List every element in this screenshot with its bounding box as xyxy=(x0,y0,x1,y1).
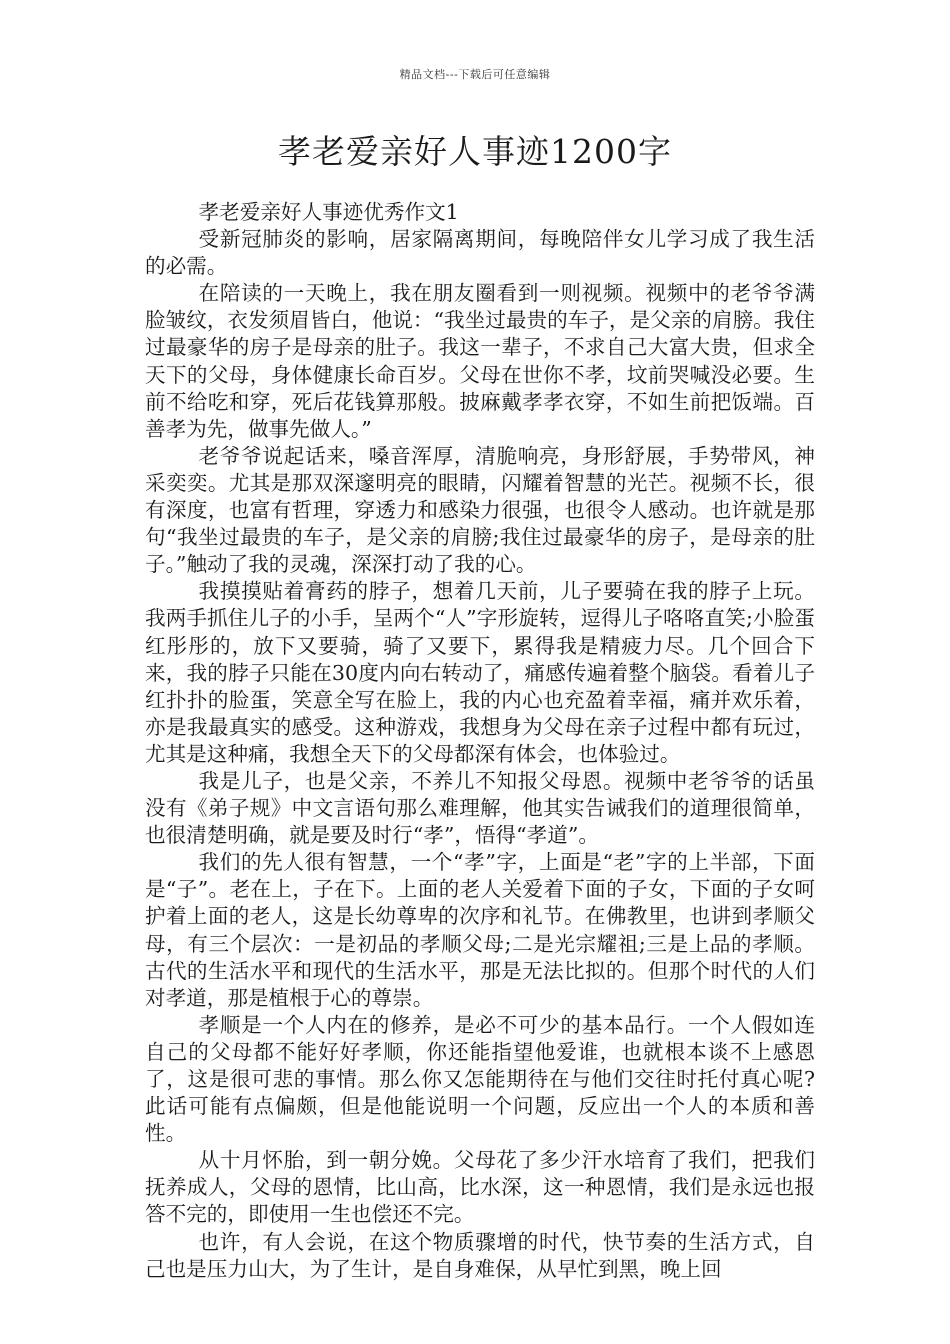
paragraph: 老爷爷说起话来，嗓音浑厚，清脆响亮，身形舒展，手势带风，神采奕奕。尤其是那双深邃明亮的眼睛，闪耀着智慧的光芒。视频不长，很有深度，也富有哲理，穿透力和感染力很强，也很令人感动。也许就是那句“我坐过最贵的车子，是父亲的肩膀;我住过最豪华的房子，是母亲的肚子。”触动了我的灵魂，深深打动了我的心。 xyxy=(145,443,815,577)
paragraph: 我是儿子，也是父亲，不养儿不知报父母恩。视频中老爷爷的话虽没有《弟子规》中文言语句那么难理解，他其实告诫我们的道理很简单，也很清楚明确，就是要及时行“孝”，悟得“孝道”。 xyxy=(145,768,815,848)
document-title: 孝老爱亲好人事迹1200字 xyxy=(278,132,672,171)
paragraph: 受新冠肺炎的影响，居家隔离期间，每晚陪伴女儿学习成了我生活的必需。 xyxy=(145,227,815,279)
document-body xyxy=(145,199,815,1283)
paragraph: 从十月怀胎，到一朝分娩。父母花了多少汗水培育了我们，把我们抚养成人，父母的恩情，比山高，比水深，这一种恩情，我们是永远也报答不完的，即使用一生也偿还不完。 xyxy=(145,1148,815,1227)
header-note: 精品文档---下载后可任意编辑 xyxy=(399,68,551,81)
paragraph: 孝顺是一个人内在的修养，是必不可少的基本品行。一个人假如连自己的父母都不能好好孝顺，你还能指望他爱谁，也就根本谈不上感恩了，这是很可悲的事情。那么你又怎能期待在与他们交往时托付真心呢?此话可能有点偏颇，但是他能说明一个问题，反应出一个人的本质和善性。 xyxy=(145,1012,815,1146)
paragraph: 在陪读的一天晚上，我在朋友圈看到一则视频。视频中的老爷爷满脸皱纹，衣发须眉皆白，他说：“我坐过最贵的车子，是父亲的肩膀。我住过最豪华的房子是母亲的肚子。我这一辈子，不求自己大富大贵，但求全天下的父母，身体健康长命百岁。父母在世你不孝，坟前哭喊没必要。生前不给吃和穿，死后花钱算那般。披麻戴孝孝衣穿，不如生前把饭端。百善孝为先，做事先做人。” xyxy=(145,281,815,441)
paragraph: 我们的先人很有智慧，一个“孝”字，上面是“老”字的上半部，下面是“子”。老在上，子在下。上面的老人关爱着下面的子女，下面的子女呵护着上面的老人，这是长幼尊卑的次序和礼节。在佛教里，也讲到孝顺父母，有三个层次：一是初品的孝顺父母;二是光宗耀祖;三是上品的孝顺。古代的生活水平和现代的生活水平，那是无法比拟的。但那个时代的人们对孝道，那是植根于心的尊崇。 xyxy=(145,850,815,1010)
paragraph: 也许，有人会说，在这个物质骤增的时代，快节奏的生活方式，自己也是压力山大，为了生计，是自身难保，从早忙到黑，晚上回 xyxy=(145,1229,815,1281)
article-subtitle: 孝老爱亲好人事迹优秀作文1 xyxy=(198,200,459,224)
paragraph: 我摸摸贴着膏药的脖子，想着几天前，儿子要骑在我的脖子上玩。我两手抓住儿子的小手，呈两个“人”字形旋转，逗得儿子咯咯直笑;小脸蛋红彤彤的，放下又要骑，骑了又要下，累得我是精疲力尽。几个回合下来，我的脖子只能在30度内向右转动了，痛感传遍着整个脑袋。看着儿子红扑扑的脸蛋，笑意全写在脸上，我的内心也充盈着幸福，痛并欢乐着，亦是我最真实的感受。这种游戏，我想身为父母在亲子过程中都有玩过，尤其是这种痛，我想全天下的父母都深有体会，也体验过。 xyxy=(145,579,815,766)
